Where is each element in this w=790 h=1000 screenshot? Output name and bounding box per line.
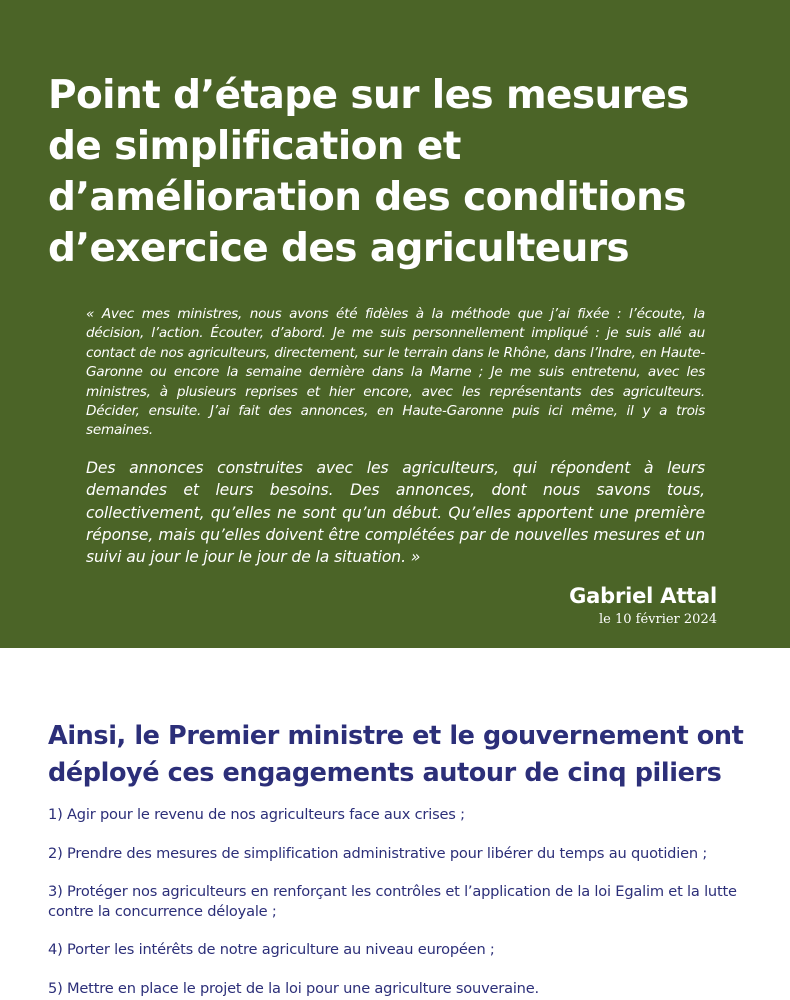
quote-author: Gabriel Attal <box>569 584 717 608</box>
pillar-item: 3) Protéger nos agriculteurs en renforçant les contrôles et l’application de la loi Egalim et la lutte contre la concurrence déloyale ; <box>48 883 737 920</box>
quote-paragraph-2: Des annonces construites avec les agriculteurs, qui répondent à leurs demandes et leurs besoins. Des annonces, dont nous savons tous, collectivement, qu’elles ne sont qu’un début. Qu’elles apportent une première réponse, mais qu’elles doivent être complétées par de nouvelles mesures et un suivi au jour le jour le jour de la situation. » <box>86 458 705 567</box>
pillar-item: 2) Prendre des mesures de simplification administrative pour libérer du temps au quotidien ; <box>48 844 708 862</box>
page-title: Point d’étape sur les mesures de simplification et d’amélioration des conditions d’exercice des agriculteurs <box>48 73 689 271</box>
quote-paragraph-1: « Avec mes ministres, nous avons été fidèles à la méthode que j’ai fixée : l’écoute, la décision, l’action. Écouter, d’abord. Je me suis personnellement impliqué : je suis allé au contact de nos agriculteurs, directement, sur le terrain dans le Rhône, dans l’Indre, en Haute-Garonne ou encore la semaine dernière dans la Marne ; Je me suis entretenu, avec les ministres, à plusieurs reprises et hier encore, avec les représentants des agriculteurs. Décider, ensuite. J’ai fait des annonces, en Haute-Garonne puis ici même, il y a trois semaines. <box>86 306 705 439</box>
section-title: Ainsi, le Premier ministre et le gouvernement ont déployé ces engagements autour de cinq piliers <box>48 721 744 788</box>
pillar-item: 1) Agir pour le revenu de nos agriculteurs face aux crises ; <box>48 806 465 823</box>
pillars-list <box>48 805 738 998</box>
pillar-item: 4) Porter les intérêts de notre agriculture au niveau européen ; <box>48 941 495 958</box>
quote-date: le 10 février 2024 <box>598 612 717 627</box>
pillar-item: 5) Mettre en place le projet de la loi pour une agriculture souveraine. <box>48 979 539 997</box>
quote-block <box>86 305 705 569</box>
